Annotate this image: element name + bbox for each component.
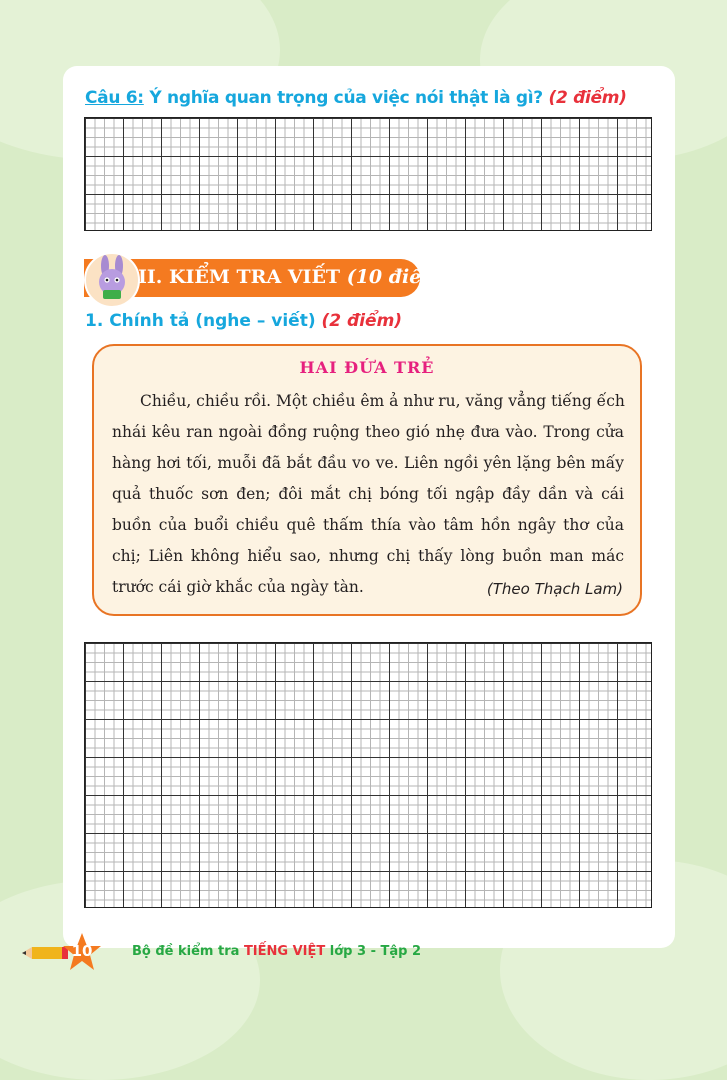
passage-line: nhái kêu ran ngoài đồng ruộng theo gió nhẹ đưa vào. Trong cửa (112, 423, 624, 441)
dictation-writing-grid[interactable] (84, 642, 652, 908)
question-6-points: (2 điểm) (548, 88, 627, 108)
section-points: (10 điểm) (346, 266, 451, 288)
passage-source: (Theo Thạch Lam) (486, 580, 623, 598)
book-title-suffix: lớp 3 - Tập 2 (325, 944, 422, 959)
book-title-prefix: Bộ đề kiểm tra (132, 944, 244, 959)
book-title (132, 944, 421, 959)
answer-writing-grid[interactable] (84, 117, 652, 231)
subsection-title (85, 311, 402, 331)
passage-line: chị; Liên không hiểu sao, nhưng chị thấy lòng buồn man mác (112, 547, 624, 565)
passage-line: quả thuốc sơn đen; đôi mắt chị bóng tối ngập đầy dần và cái (112, 485, 624, 503)
passage-box (92, 344, 642, 616)
passage-line: hàng hơi tối, muỗi đã bắt đầu vo ve. Liên ngồi yên lặng bên mấy (112, 454, 624, 472)
question-6-text: Ý nghĩa quan trọng của việc nói thật là gì? (143, 88, 543, 108)
passage-line: buồn của buổi chiều quê thấm thía vào tâm hồn ngây thơ của (112, 516, 624, 534)
subsection-title-text: 1. Chính tả (nghe – viết) (85, 311, 316, 331)
rabbit-mascot-icon (84, 252, 140, 308)
passage-line: trước cái giờ khắc của ngày tàn. (112, 578, 364, 596)
section-title-text: II. KIỂM TRA VIẾT (138, 266, 341, 288)
question-6-label: Câu 6: (85, 88, 144, 108)
section-title (138, 266, 450, 288)
question-6 (85, 88, 627, 108)
passage-line: Chiều, chiều rồi. Một chiều êm ả như ru, văng vẳng tiếng ếch (140, 392, 625, 410)
passage-title: HAI ĐỨA TRẺ (299, 358, 435, 377)
subsection-points: (2 điểm) (321, 311, 403, 331)
page-number: 10 (71, 942, 93, 960)
book-title-subject: TIẾNG VIỆT (243, 944, 326, 959)
